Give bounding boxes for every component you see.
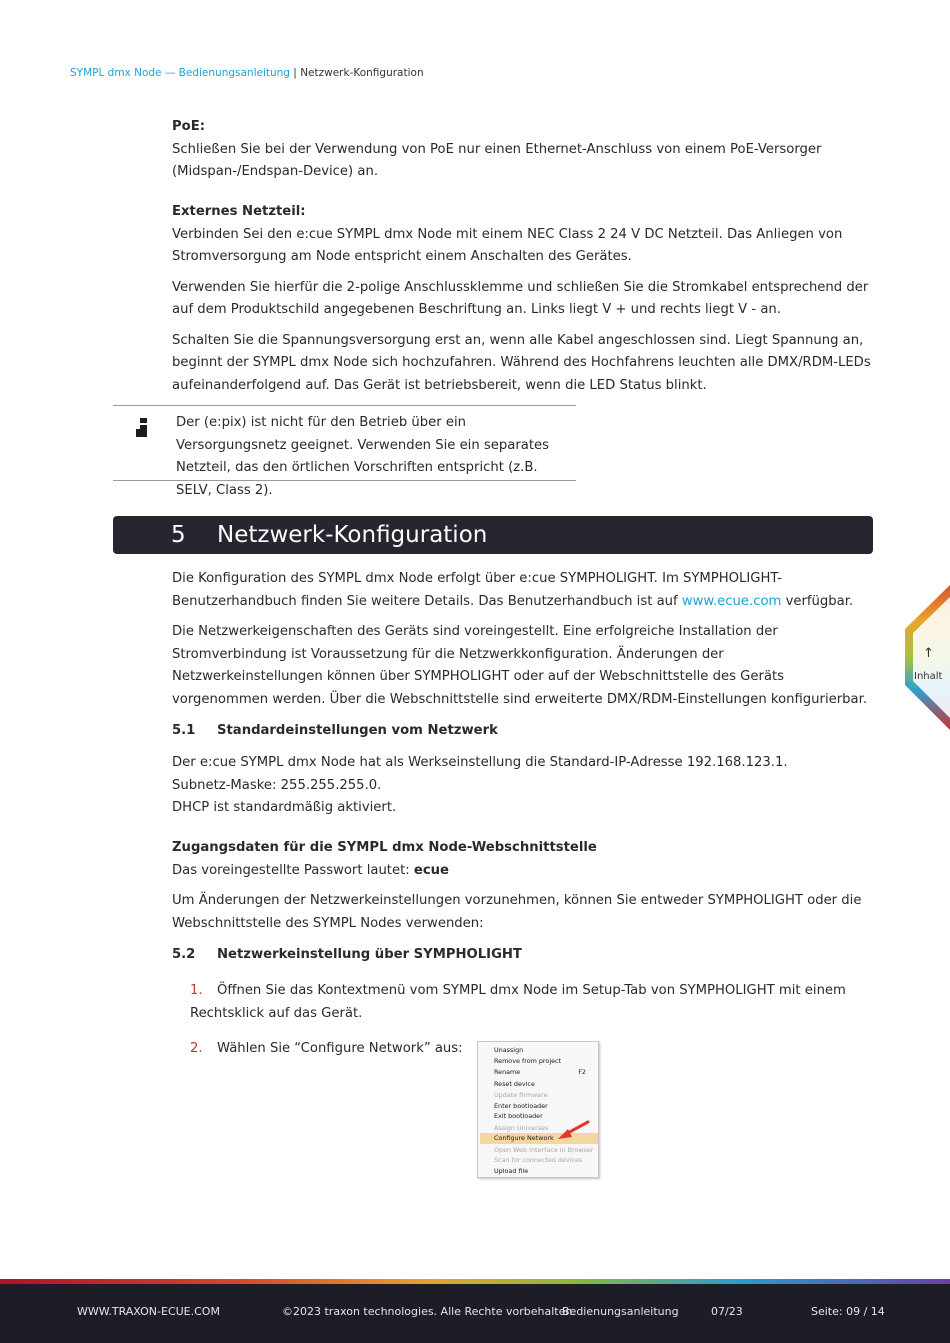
info-note-text: Der (e:pix) ist nicht für den Betrieb über ein Versorgungsnetz geeignet. Verwenden Sie ein separates Netzteil, das den örtlichen Vorschriften entspricht (z.B. SELV, Class 2).	[176, 415, 549, 498]
menu-item-rename[interactable]	[494, 1067, 594, 1078]
footer-page-number: Seite: 09 / 14	[811, 1305, 885, 1318]
change-settings-paragraph: Um Änderungen der Netzwerkeinstellungen vorzunehmen, können Sie entweder SYMPHOLIGHT oder die Webschnittstelle des SYMPL Nodes verwenden:	[172, 893, 862, 931]
subsection-title: Netzwerkeinstellung über SYMPHOLIGHT	[217, 947, 522, 962]
external-psu-paragraph-2: Verwenden Sie hierfür die 2-polige Anschlussklemme und schließen Sie die Stromkabel entsprechend der auf dem Produktschild angegebenen Beschriftung an. Links liegt V + und rechts liegt V - an.	[172, 279, 869, 317]
dhcp-line: DHCP ist standardmäßig aktiviert.	[172, 800, 397, 815]
subsection-number: 5.2	[172, 947, 196, 962]
poe-text: Schließen Sie bei der Verwendung von PoE nur einen Ethernet-Anschluss von einem PoE-Versorger (Midspan-/Endspan-Device) an.	[172, 141, 822, 179]
breadcrumb	[70, 66, 424, 80]
footer-copyright: ©2023 traxon technologies. Alle Rechte vorbehalten.	[282, 1305, 576, 1318]
info-note	[113, 405, 576, 498]
network-defaults	[172, 752, 877, 820]
section-5-paragraph-1-end: verfügbar.	[781, 593, 854, 609]
step-number: 2.	[190, 1041, 203, 1056]
step-number: 1.	[190, 983, 203, 998]
subsection-heading-5-1	[172, 720, 877, 743]
context-menu-screenshot	[477, 1041, 599, 1178]
breadcrumb-link[interactable]: SYMPL dmx Node — Bedienungsanleitung	[70, 67, 290, 79]
ecue-website-link[interactable]: www.ecue.com	[681, 593, 782, 609]
arrow-up-icon: ↑	[923, 646, 934, 661]
step-1	[190, 980, 860, 1025]
menu-item-update-firmware: Update firmware	[494, 1091, 548, 1099]
section-heading-5	[113, 516, 873, 554]
table-of-contents-tab[interactable]	[903, 585, 950, 730]
subsection-title: Standardeinstellungen vom Netzwerk	[217, 723, 498, 738]
section-5-paragraph-2: Die Netzwerkeigenschaften des Geräts sind voreingestellt. Eine erfolgreiche Installation der Stromverbindung ist Voraussetzung für die Netzwerkkonfiguration. Änderungen der Netzwerkeinstellungen können über SYMPHOLIGHT oder auf der Webschnittstelle des Geräts vorgenommen werden. Über die Webschnittstelle sind erweiterte DMX/RDM-Einstellungen konfigurierbar.	[172, 624, 868, 707]
menu-item-reset-device[interactable]: Reset device	[494, 1080, 535, 1088]
password-line	[172, 860, 877, 883]
section-number: 5	[171, 522, 186, 548]
section-5-paragraph-1-text: Die Konfiguration des SYMPL dmx Node erfolgt über e:cue SYMPHOLIGHT. Im SYMPHOLIGHT-Benutzerhandbuch finden Sie weitere Details. Das Benutzerhandbuch ist auf	[172, 571, 783, 609]
external-psu-block	[172, 201, 877, 397]
menu-item-rename-shortcut: F2	[578, 1068, 586, 1076]
footer-doc-type: Bedienungsanleitung	[562, 1305, 679, 1318]
red-arrow-icon	[556, 1118, 596, 1142]
table-of-contents-label: Inhalt	[914, 671, 943, 682]
access-data-heading: Zugangsdaten für die SYMPL dmx Node-Webschnittstelle	[172, 840, 597, 855]
footer	[0, 1284, 950, 1343]
section-5-body	[172, 568, 877, 711]
external-psu-paragraph-1: Verbinden Sei den e:cue SYMPL dmx Node mit einem NEC Class 2 24 V DC Netzteil. Das Anliegen von Stromversorgung am Node entspricht einem Anschalten des Gerätes.	[172, 226, 843, 264]
password-label: Das voreingestellte Passwort lautet:	[172, 862, 414, 878]
menu-item-open-web-interface: Open Web Interface in Browser	[494, 1146, 594, 1154]
external-psu-heading: Externes Netzteil:	[172, 204, 306, 219]
subnet-mask-line: Subnetz-Maske: 255.255.255.0.	[172, 777, 382, 793]
section-title: Netzwerk-Konfiguration	[217, 522, 488, 548]
password-value: ecue	[413, 862, 449, 878]
menu-item-assign-universes: Assign Universes	[494, 1124, 549, 1132]
breadcrumb-current: Netzwerk-Konfiguration	[300, 67, 424, 79]
menu-item-exit-bootloader[interactable]: Exit bootloader	[494, 1112, 543, 1120]
menu-item-rename-label: Rename	[494, 1068, 521, 1076]
info-icon	[136, 418, 150, 440]
poe-block	[172, 116, 877, 184]
subsection-heading-5-2	[172, 944, 877, 967]
step-2	[190, 1038, 480, 1061]
menu-item-upload-file[interactable]: Upload file	[494, 1167, 529, 1175]
menu-item-remove-from-project[interactable]: Remove from project	[494, 1057, 562, 1065]
menu-item-configure-network[interactable]: Configure Network	[480, 1133, 598, 1144]
subsection-number: 5.1	[172, 723, 196, 738]
external-psu-paragraph-3: Schalten Sie die Spannungsversorgung erst an, wenn alle Kabel angeschlossen sind. Liegt Spannung an, beginnt der SYMPL dmx Node sich hochzufahren. Während des Hochfahrens leuchten alle DMX/RDM-LEDs aufeinanderfolgend auf. Das Gerät ist betriebsbereit, wenn die LED Status blinkt.	[172, 332, 871, 393]
footer-version: 07/23	[711, 1305, 743, 1318]
step-text: Öffnen Sie das Kontextmenü vom SYMPL dmx Node im Setup-Tab von SYMPHOLIGHT mit einem Rechtsklick auf das Gerät.	[190, 983, 846, 1021]
menu-item-unassign[interactable]: Unassign	[494, 1046, 524, 1054]
section-5-paragraph-1	[172, 568, 877, 613]
menu-item-scan-devices: Scan for connected devices	[494, 1156, 583, 1164]
footer-website[interactable]: WWW.TRAXON-ECUE.COM	[77, 1305, 220, 1318]
step-text: Wählen Sie “Configure Network” aus:	[217, 1041, 463, 1056]
access-data-block	[172, 837, 877, 935]
poe-heading: PoE:	[172, 119, 206, 134]
breadcrumb-separator: |	[289, 67, 301, 79]
menu-item-enter-bootloader[interactable]: Enter bootloader	[494, 1102, 548, 1110]
default-ip-line: Der e:cue SYMPL dmx Node hat als Werkseinstellung die Standard-IP-Adresse 192.168.123.1.	[172, 755, 788, 770]
